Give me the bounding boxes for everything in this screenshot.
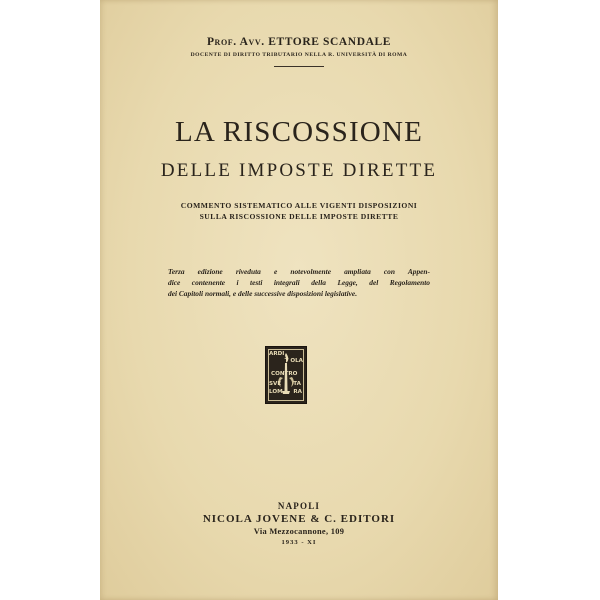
author-name: ETTORE SCANDALE <box>268 36 392 48</box>
author-role: DOCENTE DI DIRITTO TRIBUTARIO NELLA R. UNIVERSITÀ DI ROMA <box>190 52 408 58</box>
author-line <box>100 36 498 48</box>
imprint-address: Via Mezzocannone, 109 <box>253 527 345 536</box>
imprint-year: 1933 - XI <box>281 539 317 546</box>
comment-line-1: COMMENTO SISTEMATICO ALLE VIGENTI DISPOSIZIONI <box>180 201 418 210</box>
mark-text-row3-left: SVE <box>269 381 282 387</box>
divider-rule <box>274 66 324 67</box>
mark-text-row4-right: RA <box>293 389 302 395</box>
edition-line-3: dei Capitoli normali, e delle successive disposizioni legislative. <box>168 289 358 298</box>
author-prefix: Prof. Avv. <box>206 36 265 48</box>
mark-text-row2: CONTRO <box>271 371 298 377</box>
edition-line-2: dice contenente i testi integrali della Legge, del Regolamento <box>168 278 430 287</box>
mark-text-row1-right: T OLA <box>284 358 303 364</box>
book-subtitle: DELLE IMPOSTE DIRETTE <box>160 160 438 181</box>
imprint-publisher: NICOLA JOVENE & C. EDITORI <box>202 513 396 525</box>
mark-text-row3-right: TA <box>293 381 301 387</box>
edition-line-1: Terza edizione riveduta e notevolmente ampliata con Appen- <box>168 267 430 276</box>
printer-mark <box>265 346 307 404</box>
book-title: LA RISCOSSIONE <box>174 116 424 148</box>
edition-note <box>168 266 430 299</box>
imprint-city: NAPOLI <box>277 501 321 511</box>
mark-text-row1-left: ARDI <box>269 351 285 357</box>
title-page <box>100 0 498 600</box>
comment-line-2: SULLA RISCOSSIONE DELLE IMPOSTE DIRETTE <box>199 212 399 221</box>
mark-text-row4-left: LOM <box>269 389 283 395</box>
